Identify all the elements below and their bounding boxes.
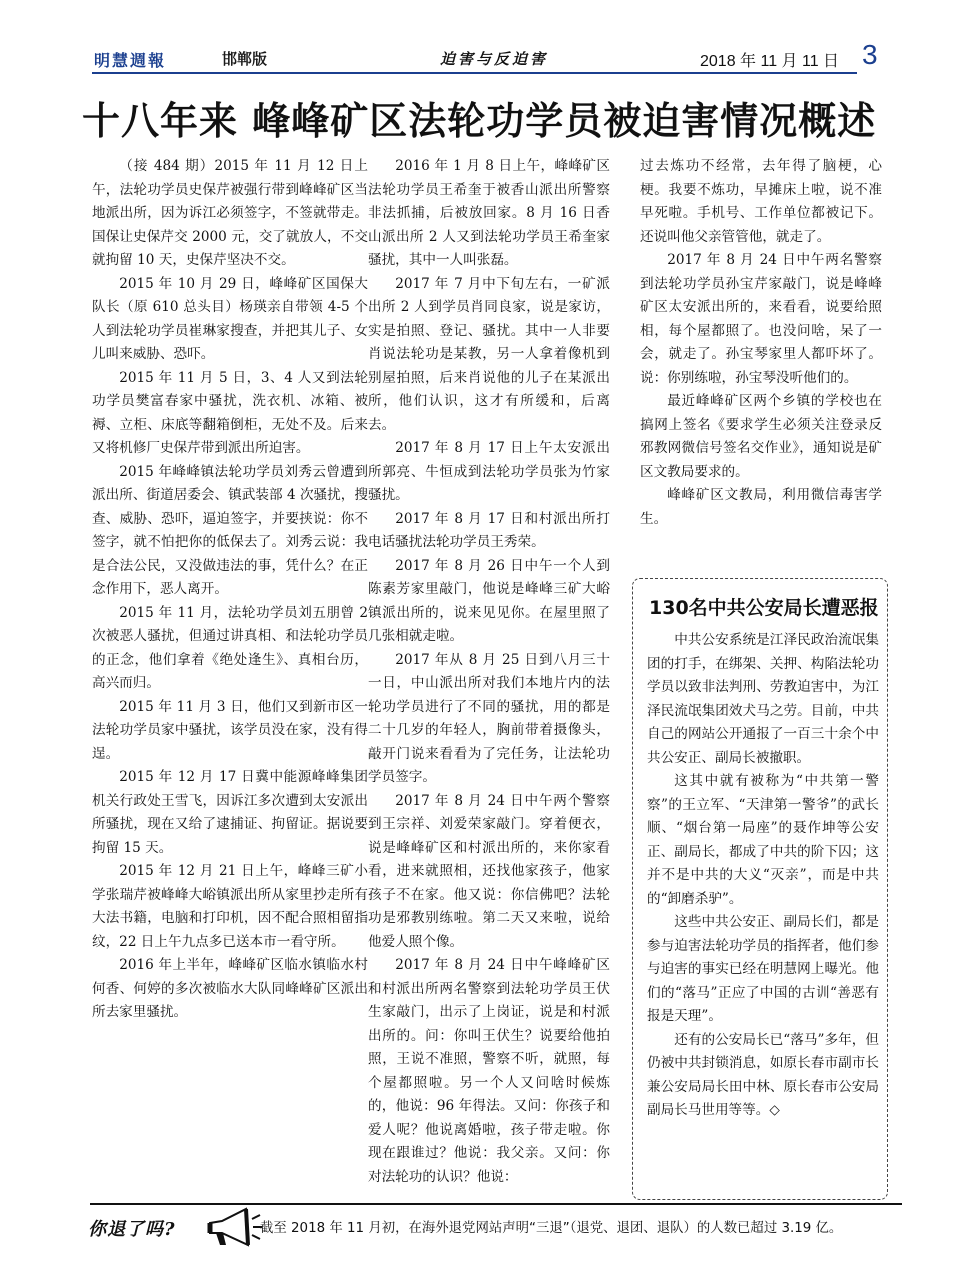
paragraph: 2017 年 8 月 24 日中午两个警察到王宗祥、刘爱荣家敲门。穿着便衣，说是峰峰矿区和村派出所的，来你家看看，进来就照相，还找他家孩子，他家孩子不在家。他又说：你信佛吧？法轮功是邪教别练啦。第二天又来啦，说给他爱人照个像。 — [368, 792, 610, 950]
paragraph: 2015 年 12 月 21 日上午，峰峰三矿小学张瑞芹被峰峰大峪镇派出所从家里抄走所有大法书籍，电脑和打印机，因不配合照相留指纹，22 日上午九点多已送本市一看守所。 — [92, 863, 368, 950]
sidebar-body — [647, 629, 879, 1123]
paragraph: 2015 年 12 月 17 日冀中能源峰峰集团机关行政处王雪飞，因诉江多次遭到太安派出所骚扰，现在又给了逮捕证、拘留证。据说要拘留 15 天。 — [92, 769, 368, 856]
page-number: 3 — [862, 39, 878, 70]
brand-name: 明慧週報 — [94, 51, 167, 70]
paragraph: （接 484 期）2015 年 11 月 12 日上午，法轮功学员史保芹被强行带到峰峰矿区当地派出所，因为诉江必须签字，不签就带走。国保让史保芹交 2000 元，交了就放人，不交就拘留 10 天，史保芹坚决不交。 — [92, 158, 368, 268]
footer-slogan: 你退了吗? — [88, 1219, 176, 1240]
paragraph: 过去炼功不经常，去年得了脑梗，心梗。我要不炼功，早摊床上啦，说不准早死啦。手机号、工作单位都被记下。还说叫他父亲管管他，就走了。 — [640, 158, 882, 245]
masthead — [92, 39, 892, 82]
paragraph: 2015 年 11 月，法轮功学员刘五朋曾 2 次被恶人骚扰，但通过讲真相、和法轮功学员的正念，他们拿着《绝处逢生》、真相台历，高兴而归。 — [92, 604, 368, 691]
paragraph: 2017 年 8 月 17 日上午太安派出所郭亮、牛恒成到法轮功学员张为竹家骚扰。 — [368, 440, 610, 503]
article-column-1 — [92, 155, 368, 1025]
paragraph: 这其中就有被称为“中共第一警察”的王立军、“天津第一警爷”的武长顺、“烟台第一局座”的聂作坤等公安正、副局长，都成了中共的阶下囚；这并不是中共的大义“灭亲”，而是中共的“卸磨杀驴”。 — [647, 773, 879, 907]
paragraph: 2017 年 7 月中下旬左右，一矿派出所 2 人到学员肖同良家，说是家访，实是拍照、登记、骚扰。其中一人非要肖说法轮功是某教，另一人拿着像机到别屋拍照，后来肖说他的儿子在某派出所，他们认识，这才有所缓和，后离去。 — [368, 275, 610, 433]
paragraph: 2016 年 1 月 8 日上午，峰峰矿区法轮功学员王希奎于被香山派出所警察非法抓捕，后被放回家。8 月 16 日香山派出所 2 人又到法轮功学员王希奎家骚扰，其中一人叫张磊。 — [368, 158, 610, 268]
footer-banner — [60, 1203, 900, 1251]
paragraph: 中共公安系统是江泽民政治流氓集团的打手，在绑架、关押、构陷法轮功学员以致非法判刑、劳教迫害中，为江泽民流氓集团效犬马之劳。目前，中共自己的网站公开通报了一百三十余个中共公安正、副局长被撤职。 — [647, 632, 879, 766]
paragraph: 2017 年 8 月 24 日中午两名警察到法轮功学员孙宝芹家敲门，说是峰峰矿区太安派出所的，来看看，说要给照相，每个屋都照了。也没问啥，呆了一会，就走了。孙宝琴家里人都吓坏了。说：你别练啦，孙宝琴没听他们的。 — [640, 252, 882, 386]
paragraph: 2015 年峰峰镇法轮功学员刘秀云曾遭到派出所、街道居委会、镇武装部 4 次骚扰，搜查、威胁、恐吓，逼迫签字，并要挟说：你不签字，就不怕把你的低保去了。刘秀云说：我是合法公民，又没做违法的事，凭什么？在正念作用下，恶人离开。 — [92, 463, 368, 597]
paragraph: 2015 年 11 月 3 日，他们又到新市区一法轮功学员家中骚扰，该学员没在家，没有得逞。 — [92, 698, 368, 762]
paragraph: 2017 年 8 月 24 日中午峰峰矿区和村派出所两名警察到法轮功学员王伏生家敲门，出示了上岗证，说是和村派出所的。问：你叫王伏生？说要给他拍照，王说不准照，警察不听，就照，每个屋都照啦。另一个人又问啥时候炼的，他说：96 年得法。又问：你孩子和爱人呢？他说离婚啦，孩子带走啦。你现在跟谁过？他说：我父亲。又问：你对法轮功的认识？他说： — [368, 957, 610, 1185]
edition-label: 邯郸版 — [222, 50, 268, 68]
sidebar-title: 130名中共公安局长遭恶报 — [649, 597, 879, 619]
paragraph: 最近峰峰矿区两个乡镇的学校也在搞网上签名《要求学生必须关注登录反邪教网微信号签名交作业》，通知说是矿区文教局要求的。 — [640, 393, 882, 480]
paragraph: 2016 年上半年，峰峰矿区临水镇临水村何香、何婷的多次被临水大队同峰峰矿区派出所去家里骚扰。 — [92, 957, 368, 1020]
paragraph: 2017 年 8 月 17 日和村派出所打电话骚扰法轮功学员王秀荣。 — [368, 510, 610, 550]
paragraph: 2017 年 8 月 26 日中午一个人到陈素芳家里敲门，他说是峰峰三矿大峪镇派出所的，说来见见你。在屋里照了几张相就走啦。 — [368, 557, 610, 644]
article-column-2 — [368, 155, 610, 1189]
paragraph: 这些中共公安正、副局长们，都是参与迫害法轮功学员的指挥者，他们参与迫害的事实已经在明慧网上曝光。他们的“落马”正应了中国的古训“善恶有报是天理”。 — [647, 914, 879, 1024]
paragraph: 2017 年从 8 月 25 日到八月三十一日，中山派出所对我们本地片内的法轮功学员进行了不同的骚扰，用的都是二十几岁的年轻人，胸前带着摄像头，敲开门说来看看为了完任务，让法轮功学员签字。 — [368, 651, 610, 785]
paragraph: 2015 年 10 月 29 日，峰峰矿区国保大队长（原 610 总头目）杨瑛亲自带领 4-5 个人到法轮功学员崔琳家搜查，并把其儿子、女儿叫来威胁、恐吓。 — [92, 275, 368, 362]
paragraph: 峰峰矿区文教局，利用微信毒害学生。 — [640, 487, 882, 527]
megaphone-icon — [202, 1205, 264, 1249]
section-title: 迫害与反迫害 — [440, 50, 549, 68]
paragraph: 2015 年 11 月 5 日，3、4 人又到法轮功学员樊富春家中骚扰，洗衣机、冰箱、被褥、立柜、床底等翻箱倒柜，无处不及。后来又将机修厂史保芹带到派出所迫害。 — [92, 369, 368, 456]
sidebar-article — [632, 578, 888, 1200]
paragraph: 还有的公安局长已“落马”多年，但仍被中共封锁消息，如原长春市副市长兼公安局局长田中林、原长春市公安局副局长马世用等等。◇ — [647, 1031, 879, 1118]
masthead-rule — [92, 72, 857, 74]
article-column-3 — [640, 155, 882, 531]
footer-notice: 截至 2018 年 11 月初，在海外退党网站声明“三退”（退党、退团、退队）的人数已超过 3.19 亿。 — [260, 1221, 843, 1236]
issue-date: 2018 年 11 月 11 日 — [700, 53, 840, 70]
article-headline: 十八年来 峰峰矿区法轮功学员被迫害情况概述 — [82, 99, 877, 143]
